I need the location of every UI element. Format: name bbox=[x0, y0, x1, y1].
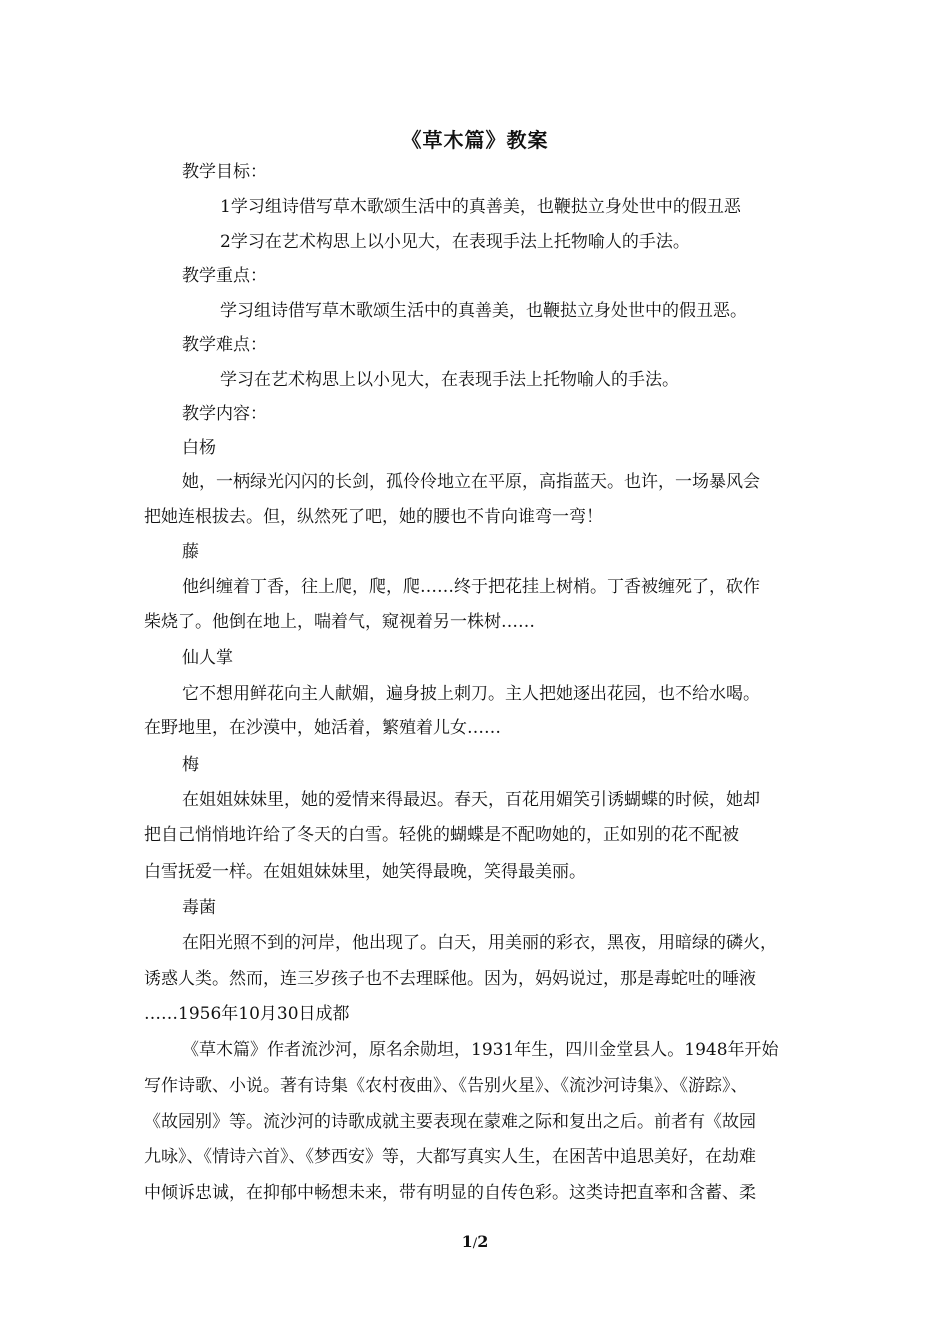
author-paragraph-line: 写作诗歌、小说。著有诗集《农村夜曲》、《告别火星》、《流沙河诗集》、《游踪》、 bbox=[144, 1076, 748, 1096]
poem-title: 梅 bbox=[182, 755, 199, 775]
page-current: 1 bbox=[461, 1232, 473, 1251]
key-points-heading: 教学重点： bbox=[182, 266, 267, 286]
author-paragraph-line: 中倾诉忠诚，在抑郁中畅想未来，带有明显的自传色彩。这类诗把直率和含蓄、柔 bbox=[144, 1183, 756, 1203]
page-separator: / bbox=[472, 1236, 478, 1251]
poem-title: 毒菌 bbox=[182, 898, 216, 918]
poem-line: 他纠缠着丁香，往上爬，爬，爬……终于把花挂上树梢。丁香被缠死了，砍作 bbox=[182, 577, 760, 597]
poem-title: 藤 bbox=[182, 542, 199, 562]
poem-line: 柴烧了。他倒在地上，喘着气，窥视着另一株树…… bbox=[144, 612, 535, 632]
document-title: 《草木篇》教案 bbox=[401, 128, 549, 152]
difficulties-heading: 教学难点： bbox=[182, 335, 267, 355]
content-heading: 教学内容： bbox=[182, 404, 267, 424]
poem-line: 在姐姐妹妹里，她的爱情来得最迟。春天，百花用媚笑引诱蝴蝶的时候，她却 bbox=[182, 790, 760, 810]
key-points-text: 学习组诗借写草木歌颂生活中的真善美，也鞭挞立身处世中的假丑恶。 bbox=[220, 301, 747, 321]
poem-line: 把自己悄悄地许给了冬天的白雪。轻佻的蝴蝶是不配吻她的，正如别的花不配被 bbox=[144, 825, 739, 845]
poem-line: ……1956年10月30日成都 bbox=[144, 1004, 350, 1024]
poem-line: 白雪抚爱一样。在姐姐妹妹里，她笑得最晚，笑得最美丽。 bbox=[144, 862, 586, 882]
poem-line: 它不想用鲜花向主人献媚，遍身披上刺刀。主人把她逐出花园，也不给水喝。 bbox=[182, 684, 760, 704]
page-number bbox=[0, 1232, 950, 1251]
author-paragraph-line: 九咏》、《情诗六首》、《梦西安》等，大都写真实人生，在困苦中追思美好，在劫难 bbox=[144, 1147, 756, 1167]
poem-line: 诱惑人类。然而，连三岁孩子也不去理睬他。因为，妈妈说过，那是毒蛇吐的唾液 bbox=[144, 969, 756, 989]
poem-title: 白杨 bbox=[182, 438, 216, 458]
poem-line: 把她连根拔去。但，纵然死了吧，她的腰也不肯向谁弯一弯！ bbox=[144, 507, 603, 527]
poem-title: 仙人掌 bbox=[182, 648, 233, 668]
poem-line: 在阳光照不到的河岸，他出现了。白天，用美丽的彩衣，黑夜，用暗绿的磷火， bbox=[182, 933, 777, 953]
objective-item-2: 2学习在艺术构思上以小见大，在表现手法上托物喻人的手法。 bbox=[220, 232, 690, 252]
poem-line: 她，一柄绿光闪闪的长剑，孤伶伶地立在平原，高指蓝天。也许，一场暴风会 bbox=[182, 472, 760, 492]
objective-item-1: 1学习组诗借写草木歌颂生活中的真善美，也鞭挞立身处世中的假丑恶 bbox=[220, 197, 741, 217]
author-paragraph-line: 《故园别》等。流沙河的诗歌成就主要表现在蒙难之际和复出之后。前者有《故园 bbox=[144, 1112, 756, 1132]
difficulties-text: 学习在艺术构思上以小见大，在表现手法上托物喻人的手法。 bbox=[220, 370, 679, 390]
page-total: 2 bbox=[477, 1232, 489, 1251]
author-paragraph-line: 《草木篇》作者流沙河，原名余勋坦，1931年生，四川金堂县人。1948年开始 bbox=[182, 1040, 779, 1060]
poem-line: 在野地里，在沙漠中，她活着，繁殖着儿女…… bbox=[144, 718, 501, 738]
objectives-heading: 教学目标： bbox=[182, 162, 267, 182]
